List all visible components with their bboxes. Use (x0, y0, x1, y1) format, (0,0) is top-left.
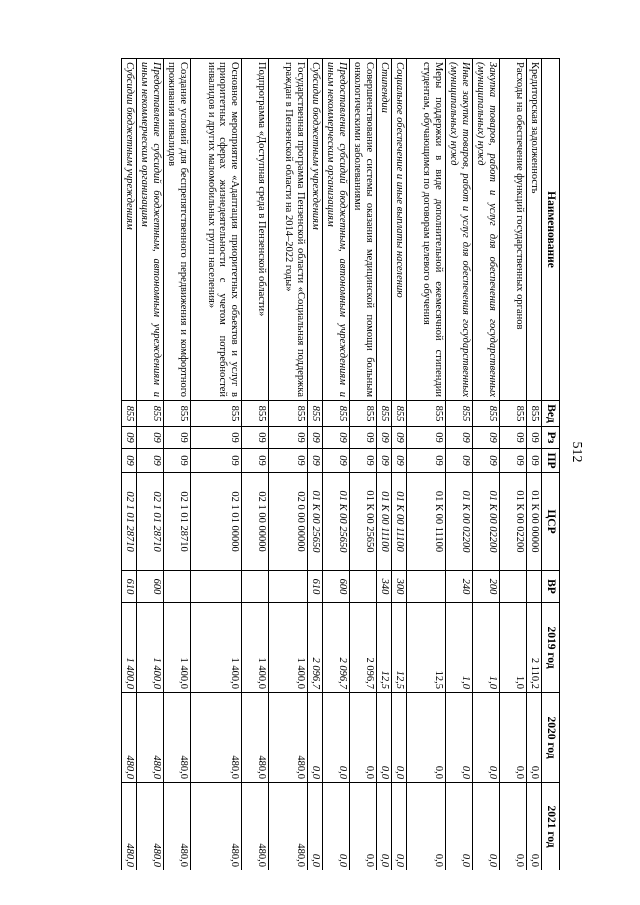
cell-ved: 855 (137, 401, 164, 427)
cell-vr (191, 571, 242, 603)
cell-ved: 855 (164, 401, 191, 427)
header-csr: ЦСР (542, 473, 560, 571)
cell-ved: 855 (407, 401, 446, 427)
table-row (323, 59, 350, 871)
cell-2021: 480,0 (269, 783, 308, 871)
cell-pr: 09 (527, 449, 542, 473)
cell-csr: 01 К 00 25650 (323, 473, 350, 571)
cell-name: Предоставление субсидий бюджетным, автономным учреждениям и иным некоммерческим организациям (137, 59, 164, 401)
budget-table (121, 58, 560, 870)
cell-pr: 09 (377, 449, 392, 473)
cell-2021: 0,0 (308, 783, 323, 871)
cell-2021: 0,0 (392, 783, 407, 871)
cell-ved: 855 (446, 401, 473, 427)
cell-csr: 01 К 00 02200 (446, 473, 473, 571)
cell-pr: 09 (350, 449, 377, 473)
cell-rz: 09 (122, 427, 137, 449)
cell-pr: 09 (122, 449, 137, 473)
cell-2021: 480,0 (242, 783, 269, 871)
cell-name: Основное мероприятие «Адаптация приоритетных объектов и услуг в приоритетных сферах жизнедеятельности с учетом потребностей инвалидов и других маломобильных групп населения» (191, 59, 242, 401)
cell-2019: 1 400,0 (242, 603, 269, 693)
cell-pr: 09 (407, 449, 446, 473)
table-row (242, 59, 269, 871)
cell-name: Субсидии бюджетным учреждениям (308, 59, 323, 401)
cell-name: Иные закупки товаров, работ и услуг для обеспечения государственных (муниципальных) нужд (446, 59, 473, 401)
cell-csr: 02 1 01 28710 (122, 473, 137, 571)
table-row (308, 59, 323, 871)
table-row (164, 59, 191, 871)
cell-rz: 09 (191, 427, 242, 449)
header-name: Наименование (542, 59, 560, 401)
cell-name: Кредиторская задолженность (527, 59, 542, 401)
cell-2021: 480,0 (164, 783, 191, 871)
cell-rz: 09 (527, 427, 542, 449)
cell-rz: 09 (350, 427, 377, 449)
cell-2021: 0,0 (350, 783, 377, 871)
table-row (191, 59, 242, 871)
rotated-table-container (70, 58, 560, 870)
cell-vr (269, 571, 308, 603)
cell-pr: 09 (269, 449, 308, 473)
cell-ved: 855 (269, 401, 308, 427)
cell-csr: 01 К 00 25650 (350, 473, 377, 571)
cell-name: Государственная программа Пензенской области «Социальная поддержка граждан в Пензенской области на 2014–2022 годы» (269, 59, 308, 401)
cell-2020: 0,0 (350, 693, 377, 783)
table-header-row (542, 59, 560, 871)
cell-pr: 09 (392, 449, 407, 473)
cell-2019: 1 400,0 (137, 603, 164, 693)
header-2019: 2019 год (542, 603, 560, 693)
cell-csr: 01 К 00 11100 (377, 473, 392, 571)
cell-2020: 0,0 (500, 693, 527, 783)
cell-ved: 855 (323, 401, 350, 427)
budget-table-rotated (70, 58, 560, 870)
cell-2019: 2 096,7 (350, 603, 377, 693)
cell-rz: 09 (407, 427, 446, 449)
cell-ved: 855 (350, 401, 377, 427)
cell-vr (527, 571, 542, 603)
cell-vr: 610 (308, 571, 323, 603)
cell-pr: 09 (242, 449, 269, 473)
cell-vr: 300 (392, 571, 407, 603)
cell-name: Предоставление субсидий бюджетным, автономным учреждениям и иным некоммерческим организациям (323, 59, 350, 401)
cell-2020: 0,0 (392, 693, 407, 783)
cell-name: Создание условий для беспрепятственного передвижения и комфортного проживания инвалидов (164, 59, 191, 401)
cell-2019: 1,0 (473, 603, 500, 693)
cell-name: Совершенствование системы оказания медицинской помощи больным онкологическими заболеваниями (350, 59, 377, 401)
cell-pr: 09 (446, 449, 473, 473)
cell-vr (500, 571, 527, 603)
cell-2020: 0,0 (527, 693, 542, 783)
cell-rz: 09 (392, 427, 407, 449)
cell-name: Меры поддержки в виде дополнительной ежемесячной стипендии студентам, обучающимся по договорам целевого обучения (407, 59, 446, 401)
cell-name: Подпрограмма «Доступная среда в Пензенской области» (242, 59, 269, 401)
cell-csr: 01 К 00 00000 (527, 473, 542, 571)
cell-csr: 02 1 01 00000 (191, 473, 242, 571)
table-row (377, 59, 392, 871)
cell-pr: 09 (191, 449, 242, 473)
cell-2020: 480,0 (242, 693, 269, 783)
cell-2019: 2 110,2 (527, 603, 542, 693)
cell-csr: 01 К 00 25650 (308, 473, 323, 571)
cell-rz: 09 (308, 427, 323, 449)
cell-pr: 09 (308, 449, 323, 473)
cell-ved: 855 (527, 401, 542, 427)
cell-pr: 09 (500, 449, 527, 473)
cell-csr: 01 К 00 02200 (500, 473, 527, 571)
cell-2021: 480,0 (191, 783, 242, 871)
cell-rz: 09 (377, 427, 392, 449)
cell-2020: 0,0 (407, 693, 446, 783)
cell-rz: 09 (323, 427, 350, 449)
header-rz: Рз (542, 427, 560, 449)
cell-name: Закупка товаров, работ и услуг для обеспечения государственных (муниципальных) нужд (473, 59, 500, 401)
cell-2019: 1 400,0 (269, 603, 308, 693)
cell-2021: 0,0 (377, 783, 392, 871)
cell-ved: 855 (191, 401, 242, 427)
cell-ved: 855 (122, 401, 137, 427)
cell-csr: 01 К 00 02200 (473, 473, 500, 571)
table-row (269, 59, 308, 871)
cell-vr (164, 571, 191, 603)
cell-vr (242, 571, 269, 603)
table-row (407, 59, 446, 871)
cell-csr: 02 1 01 28710 (164, 473, 191, 571)
cell-pr: 09 (473, 449, 500, 473)
cell-2019: 12,5 (392, 603, 407, 693)
header-ved: Вед (542, 401, 560, 427)
cell-name: Социальное обеспечение и иные выплаты населению (392, 59, 407, 401)
cell-csr: 01 К 00 11100 (392, 473, 407, 571)
cell-rz: 09 (500, 427, 527, 449)
cell-2021: 0,0 (323, 783, 350, 871)
cell-rz: 09 (137, 427, 164, 449)
cell-vr: 340 (377, 571, 392, 603)
cell-vr: 200 (473, 571, 500, 603)
cell-csr: 02 1 00 00000 (242, 473, 269, 571)
cell-2019: 1,0 (446, 603, 473, 693)
cell-2021: 0,0 (527, 783, 542, 871)
cell-vr (407, 571, 446, 603)
cell-2020: 480,0 (191, 693, 242, 783)
header-vr: ВР (542, 571, 560, 603)
table-row (527, 59, 542, 871)
cell-2020: 480,0 (164, 693, 191, 783)
cell-2020: 0,0 (308, 693, 323, 783)
cell-ved: 855 (242, 401, 269, 427)
cell-name: Субсидии бюджетным учреждениям (122, 59, 137, 401)
cell-name: Стипендии (377, 59, 392, 401)
cell-vr (350, 571, 377, 603)
cell-vr: 240 (446, 571, 473, 603)
cell-2021: 480,0 (122, 783, 137, 871)
cell-vr: 610 (122, 571, 137, 603)
table-row (392, 59, 407, 871)
cell-ved: 855 (308, 401, 323, 427)
cell-csr: 01 К 00 11100 (407, 473, 446, 571)
cell-rz: 09 (473, 427, 500, 449)
cell-csr: 02 0 00 00000 (269, 473, 308, 571)
cell-csr: 02 1 01 28710 (137, 473, 164, 571)
cell-ved: 855 (500, 401, 527, 427)
cell-vr: 600 (323, 571, 350, 603)
table-row (446, 59, 473, 871)
table-body (122, 59, 542, 871)
cell-2020: 0,0 (446, 693, 473, 783)
cell-2019: 1,0 (500, 603, 527, 693)
cell-rz: 09 (446, 427, 473, 449)
header-2020: 2020 год (542, 693, 560, 783)
header-2021: 2021 год (542, 783, 560, 871)
cell-2021: 0,0 (473, 783, 500, 871)
cell-rz: 09 (164, 427, 191, 449)
cell-pr: 09 (164, 449, 191, 473)
cell-vr: 600 (137, 571, 164, 603)
cell-2019: 2 096,7 (323, 603, 350, 693)
cell-ved: 855 (377, 401, 392, 427)
cell-pr: 09 (137, 449, 164, 473)
cell-2020: 0,0 (377, 693, 392, 783)
cell-rz: 09 (269, 427, 308, 449)
cell-2021: 0,0 (500, 783, 527, 871)
table-row (473, 59, 500, 871)
cell-2019: 1 400,0 (191, 603, 242, 693)
cell-2020: 480,0 (122, 693, 137, 783)
cell-2019: 2 096,7 (308, 603, 323, 693)
cell-2020: 480,0 (137, 693, 164, 783)
table-row (122, 59, 137, 871)
table-row (350, 59, 377, 871)
cell-2021: 0,0 (407, 783, 446, 871)
cell-name: Расходы на обеспечение функций государственных органов (500, 59, 527, 401)
table-row (137, 59, 164, 871)
cell-rz: 09 (242, 427, 269, 449)
header-pr: ПР (542, 449, 560, 473)
cell-2019: 1 400,0 (164, 603, 191, 693)
cell-ved: 855 (392, 401, 407, 427)
cell-2020: 0,0 (473, 693, 500, 783)
cell-pr: 09 (323, 449, 350, 473)
cell-2019: 1 400,0 (122, 603, 137, 693)
cell-2019: 12,5 (407, 603, 446, 693)
cell-2019: 12,5 (377, 603, 392, 693)
cell-2021: 480,0 (137, 783, 164, 871)
cell-2020: 0,0 (323, 693, 350, 783)
cell-2021: 0,0 (446, 783, 473, 871)
cell-2020: 480,0 (269, 693, 308, 783)
table-row (500, 59, 527, 871)
cell-ved: 855 (473, 401, 500, 427)
page-number: 512 (569, 441, 584, 463)
